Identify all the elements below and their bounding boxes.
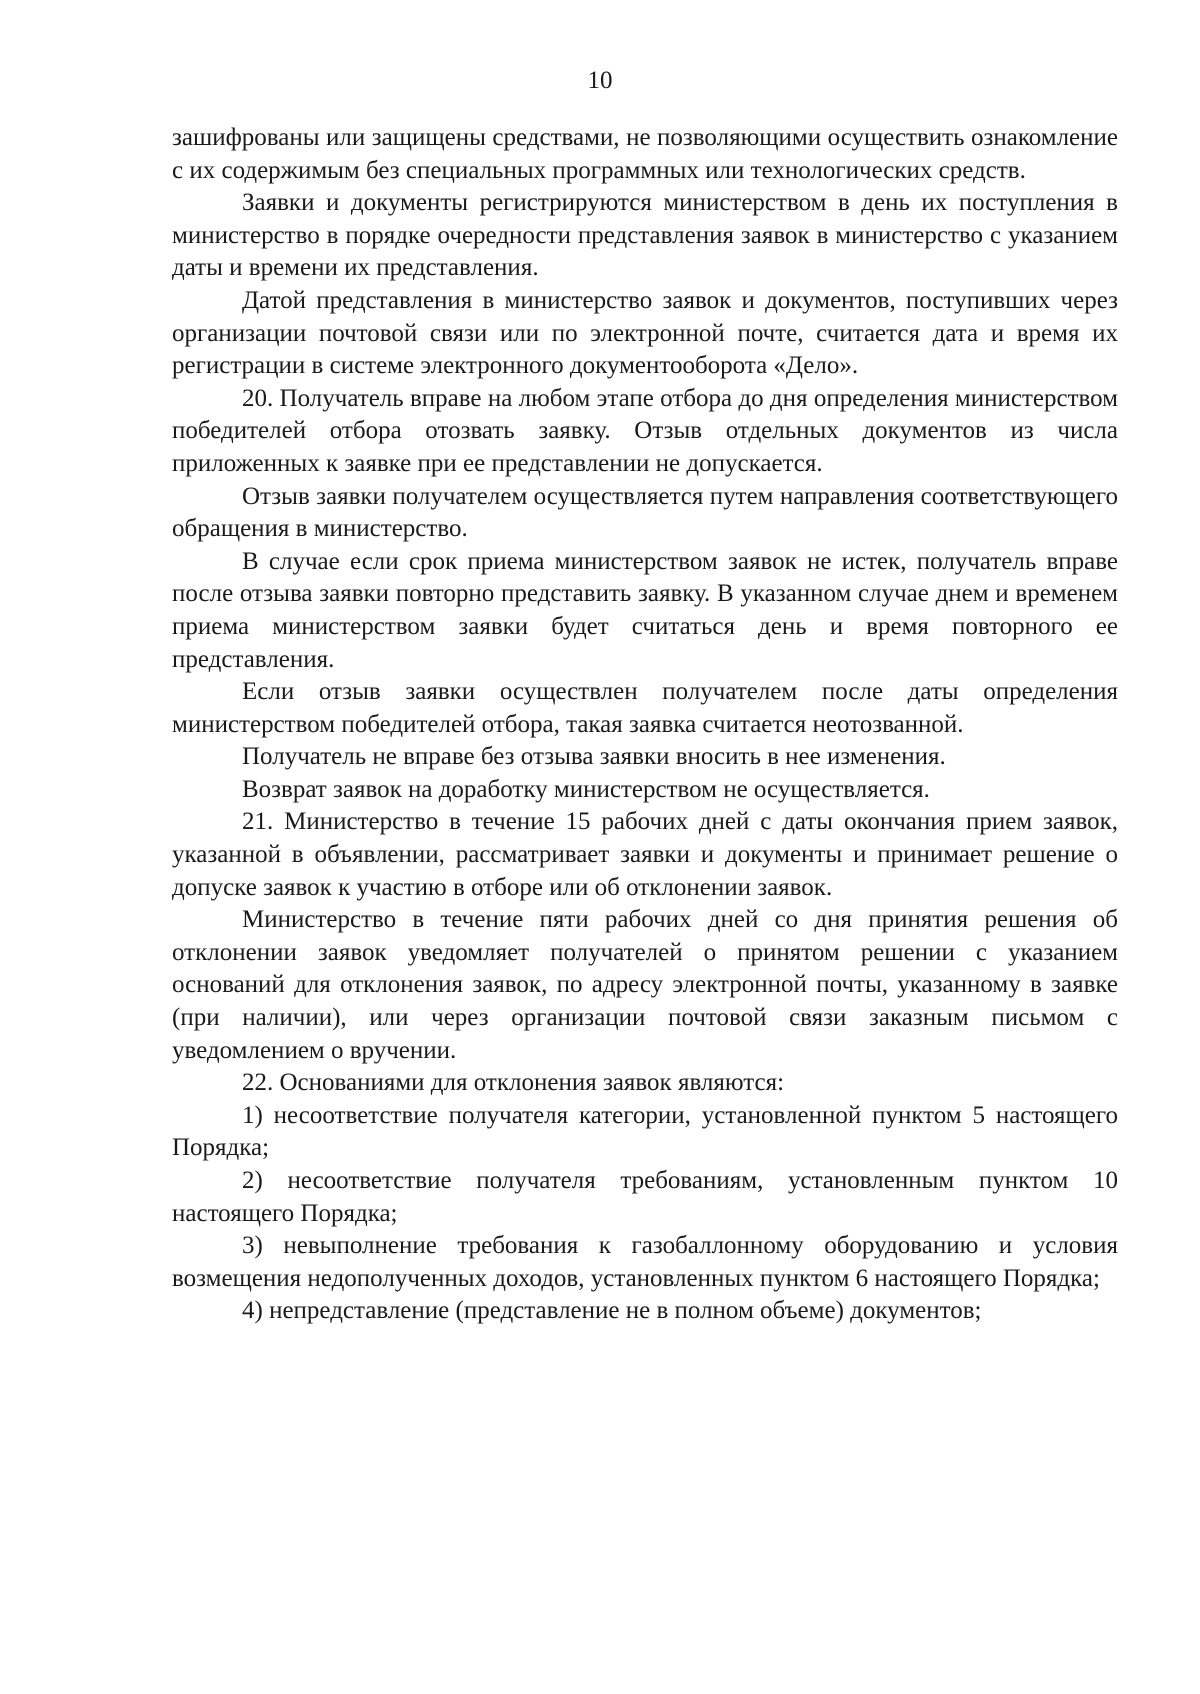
paragraph-notification: Министерство в течение пяти рабочих дней со дня принятия решения об отклонении заявок уведомляет получателей о принятом решении с указанием оснований для отклонения заявок, по адресу электронной почты, указанному в заявке (при наличии), или через организации почтовой связи заказным письмом с уведомлением о вручении.: [172, 906, 1118, 1064]
paragraph-resubmission: В случае если срок приема министерством заявок не истек, получатель вправе после отзыва заявки повторно представить заявку. В указанном случае днем и временем приема министерством заявки будет считаться день и время повторного ее представления.: [172, 547, 1118, 673]
list-item-4: 4) непредставление (представление не в полном объеме) документов;: [242, 1297, 982, 1325]
paragraph-no-changes: Получатель не вправе без отзыва заявки вносить в нее изменения.: [242, 743, 946, 771]
paragraph-no-return: Возврат заявок на доработку министерством не осуществляется.: [242, 775, 930, 803]
document-body: [172, 122, 1118, 1328]
paragraph-item-20: 20. Получатель вправе на любом этапе отбора до дня определения министерством победителей отбора отозвать заявку. Отзыв отдельных документов из числа приложенных к заявке при ее представлении не допускается.: [172, 384, 1118, 477]
paragraph-submission-date: Датой представления в министерство заявок и документов, поступивших через организации почтовой связи или по электронной почте, считается дата и время их регистрации в системе электронного документооборота «Дело».: [172, 286, 1118, 380]
list-item-3: 3) невыполнение требования к газобаллонному оборудованию и условия возмещения недополученных доходов, установленных пунктом 6 настоящего Порядка;: [172, 1232, 1118, 1292]
paragraph-registration: Заявки и документы регистрируются министерством в день их поступления в министерство в порядке очередности представления заявок в министерство с указанием даты и времени их представления.: [172, 189, 1118, 282]
paragraph-item-22: 22. Основаниями для отклонения заявок являются:: [242, 1069, 785, 1097]
page-number: 10: [587, 67, 613, 94]
paragraph-withdrawal: Отзыв заявки получателем осуществляется путем направления соответствующего обращения в министерство.: [172, 482, 1118, 543]
paragraph-continuation: зашифрованы или защищены средствами, не позволяющими осуществить ознакомление с их содержимым без специальных программных или технологических средств.: [172, 124, 1118, 184]
paragraph-item-21: 21. Министерство в течение 15 рабочих дней с даты окончания прием заявок, указанной в объявлении, рассматривает заявки и документы и принимает решение о допуске заявок к участию в отборе или об отклонении заявок.: [172, 808, 1118, 901]
list-item-1: 1) несоответствие получателя категории, установленной пунктом 5 настоящего Порядка;: [172, 1101, 1118, 1162]
list-item-2: 2) несоответствие получателя требованиям, установленным пунктом 10 настоящего Порядка;: [172, 1167, 1118, 1227]
paragraph-late-withdrawal: Если отзыв заявки осуществлен получателем после даты определения министерством победителей отбора, такая заявка считается неотозванной.: [172, 678, 1118, 738]
